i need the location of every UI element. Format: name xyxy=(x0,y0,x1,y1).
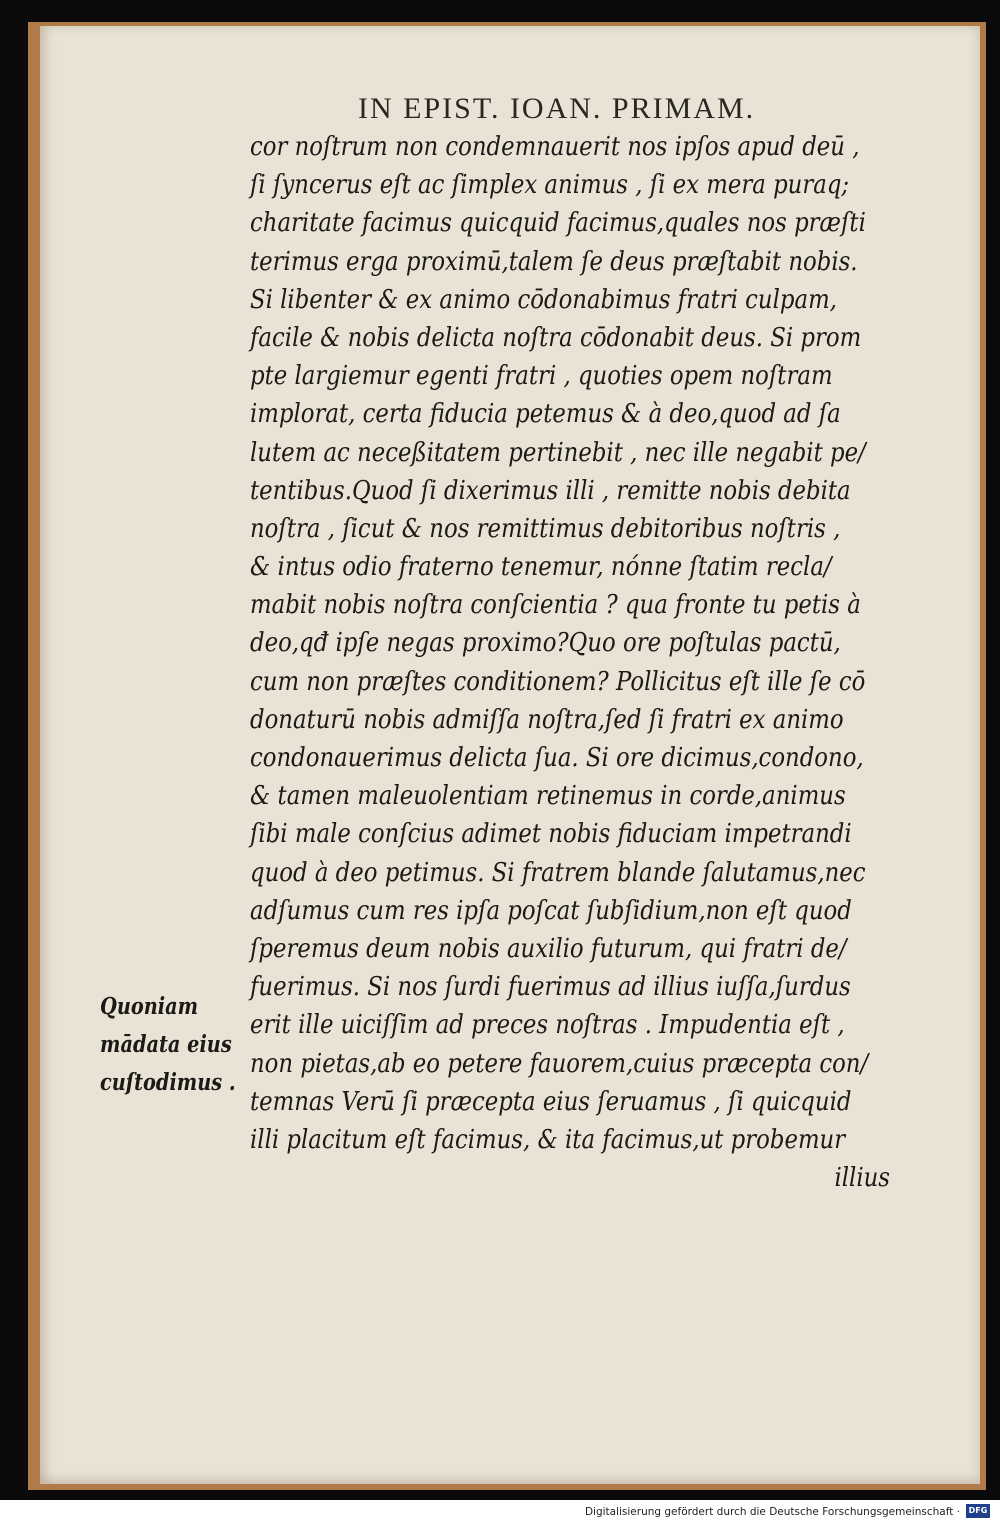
text-line: ſperemus deum nobis auxilio futurum, qui fratri de/ xyxy=(250,932,847,964)
margin-note-line: Quoniam xyxy=(100,993,199,1020)
dfg-logo: DFG xyxy=(966,1504,990,1518)
text-line: deo,qđ ipſe negas proximo?Quo ore poſtulas pactū, xyxy=(250,627,841,659)
text-line: noſtra , ſicut & nos remittimus debitoribus noſtris , xyxy=(250,512,841,544)
text-line: cum non præſtes conditionem? Pollicitus eſt ille ſe cō xyxy=(250,665,866,697)
text-line: illi placitum eſt facimus, & ita facimus,ut probemur xyxy=(250,1123,846,1155)
text-line: implorat, certa fiducia petemus & à deo,quod ad ſa xyxy=(250,398,841,430)
text-line: illius xyxy=(834,1162,890,1194)
text-line: lutem ac neceßitatem pertinebit , nec ille negabit pe/ xyxy=(250,436,866,468)
footer-bar xyxy=(0,1500,1000,1524)
text-line: quod à deo petimus. Si fratrem blande ſalutamus,nec xyxy=(250,856,866,888)
margin-note-line: cuſtodimus . xyxy=(100,1069,236,1096)
text-line: tentibus.Quod ſi dixerimus illi , remitte nobis debita xyxy=(250,474,851,506)
text-line: cor noſtrum non condemnauerit nos ipſos apud deū , xyxy=(250,131,860,162)
text-line: adſumus cum res ipſa poſcat ſubſidium,non eſt quod xyxy=(250,894,852,926)
margin-note-line: mādata eius xyxy=(100,1031,232,1058)
body-text xyxy=(250,128,890,1197)
text-line: terimus erga proximū,talem ſe deus præſtabit nobis. xyxy=(250,245,858,277)
text-line: fuerimus. Si nos ſurdi fuerimus ad illius iuſſa,ſurdus xyxy=(250,971,851,1003)
text-line: facile & nobis delicta noſtra cōdonabit deus. Si prom xyxy=(250,321,862,353)
text-line: pte largiemur egenti fratri , quoties opem noſtram xyxy=(250,360,833,392)
text-line: & intus odio fraterno tenemur, nónne ſtatim recla/ xyxy=(250,551,832,583)
running-head: IN EPIST. IOAN. PRIMAM. xyxy=(358,92,756,125)
text-line: non pietas,ab eo petere fauorem,cuius præcepta con/ xyxy=(250,1047,869,1079)
margin-note xyxy=(100,988,250,1102)
text-line: charitate facimus quicquid facimus,quales nos præſti xyxy=(250,207,866,239)
text-line: condonauerimus delicta ſua. Si ore dicimus,condono, xyxy=(250,742,864,773)
text-line: temnas Verū ſi præcepta eius ſeruamus , ſi quicquid xyxy=(250,1085,852,1117)
text-line: & tamen maleuolentiam retinemus in corde,animus xyxy=(250,780,846,812)
funding-credit: Digitalisierung gefördert durch die Deutsche Forschungsgemeinschaft · xyxy=(584,1506,960,1518)
text-line: erit ille uiciſſim ad preces noſtras . Impudentia eſt , xyxy=(250,1009,845,1041)
text-line: ſibi male conſcius adimet nobis fiduciam impetrandi xyxy=(250,818,852,850)
text-line: Si libenter & ex animo cōdonabimus fratri culpam, xyxy=(250,283,837,315)
text-line: donaturū nobis admiſſa noſtra,ſed ſi fratri ex animo xyxy=(250,703,844,735)
text-line: ſi ſyncerus eſt ac ſimplex animus , ſi ex mera puraq; xyxy=(250,169,850,201)
text-line: mabit nobis noſtra conſcientia ? qua fronte tu petis à xyxy=(250,589,861,621)
